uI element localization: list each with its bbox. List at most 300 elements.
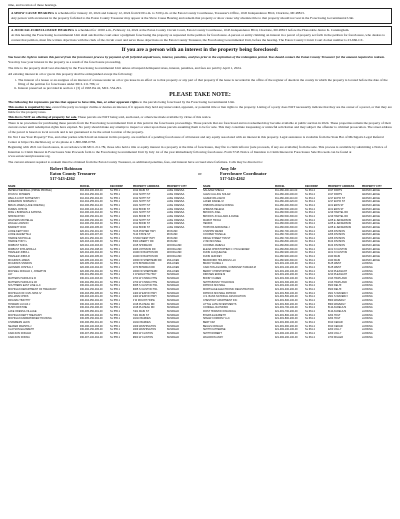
table-cell: 2200 JOLLY [327,331,342,335]
table-cell: SL 555.1 [110,196,120,200]
table-cell: BRADFORD HOLDINGS LLC [203,258,237,262]
table-cell: GRAND LEDGE [361,203,380,207]
table-cell: 011-480-600-300-00 [274,225,298,229]
table-cell: GRAND LEDGE [361,222,380,226]
table-cell: U.S. BANK NATIONAL ASSOCIATION [203,295,246,299]
table-cell: 011-480-600-100-00 [274,218,298,222]
table-cell: DUNN JACQUELINE [203,251,227,255]
table-cell: ROXAND [166,236,178,240]
table-cell: 5110 AURELIUS [327,306,347,310]
table-cell: 6065 S CLINTON TRL [132,284,158,288]
table-cell: 021-481-300-100-00 [274,277,298,281]
table-cell: SL 661.2 [305,328,315,332]
table-cell: BERRY CHRISTOPHER [203,269,231,273]
table-cell: 5800 WAVERLY [327,302,346,306]
table-cell: 010-004-255-001-00 [79,200,103,204]
table-cell: 3600 DELHI [327,284,342,288]
table-cell: LANSING [361,298,373,302]
table-cell: 1219 HARTEL RD [327,214,349,218]
table-cell: WAGLE LAWSON [8,222,29,226]
table-cell: ROXAND [166,233,178,237]
table-cell: 011-480-800-100-00 [274,240,298,244]
table-cell: 021-482-100-100-00 [274,328,298,332]
table-cell: SL 661.2 [305,196,315,200]
table-cell: SPRINGSTON [8,214,25,218]
table-cell: DUNN JEFFREY [203,255,223,259]
list-header: NAME PARCEL DEC/RDSP PROPERTY ADDRESS PROPERTY CITY [8,185,197,190]
note-paragraph: The following list represents parties that appear to have title, lien, or other apparent rights to the parcels being foreclosed by the Foreclosing Governmental Unit. [8,99,236,104]
table-cell: 030-005-150-002-00 [79,317,103,321]
table-cell: 1012 MAIN ST [132,189,150,193]
table-cell: 010-004-250-004-00 [79,196,103,200]
table-cell: BYERS ELIZABETH [203,313,226,317]
table-cell: GRAND LEDGE [361,192,380,196]
table-cell: 4210 PLEASANT [327,273,348,277]
table-cell: 011-480-500-200-00 [274,211,298,215]
table-cell: SL 661.2 [305,317,315,321]
title-vest-paragraph: The title to the property shall vest absolutely in the Foreclosing Governmental Unit unless all unpaid delinquent taxes, interest, penalties, and fees are paid by April 1, 2024. [8,66,242,71]
table-cell: GRAND LEDGE [361,200,380,204]
table-cell: 011-480-800-300-00 [274,247,298,251]
table-cell: WOODLAND [166,251,182,255]
table-cell: LANSING [361,306,373,310]
table-cell: SL 555.1 [110,277,120,281]
table-cell: 10400 W BARTON RD [132,251,159,255]
table-cell: 021-481-600-200-00 [274,302,298,306]
table-cell: 030-004-100-003-00 [79,302,103,306]
table-cell: SL 661.2 [305,207,315,211]
table-cell: SL 661.2 [305,306,315,310]
table-cell: 0 CHARLOTTE HWY [132,273,157,277]
table-cell: GRAND LEDGE [361,244,380,248]
table-cell: MICHAEL DONALD J, JOSEPH M [8,269,47,273]
table-cell: SL 555.1 [110,229,120,233]
table-cell: 1206 DIVISION [327,233,345,237]
table-cell: 021-481-300-200-00 [274,280,298,284]
table-cell: BROOKS JOEL [203,211,221,215]
table-cell: 1219 HARTEL RD [327,211,349,215]
list-header: NAME PARCEL DEC/RDSP PROPERTY ADDRESS PROPERTY CITY [203,185,392,190]
table-cell: 030-005-050-001-00 [79,309,103,313]
table-cell: SOUTHERN EAST LINE LLC [8,284,41,288]
table-cell: BRIAN JAMES (LAKE ODESSA) [8,203,45,207]
table-cell: MIDBUST RITA APRILLA [8,247,37,251]
judicial-note: At this hearing the Foreclosing Governmental Unit shall ask that the court enter a judgment foreclosing the property as requested in the petition for foreclosure. A person or entity claiming an interest in a parcel of property set forth in the petition for foreclosure, who desires to contest that petition, must file written objections with the clerk of the circuit court and serve those objections on the Eaton County Treasurer, the Foreclosing Governmental Unit, before the hearing. The Eaton County Circuit Court docket number is 23-666-CZ. [11,33,385,42]
table-cell: SL 555.1 [110,203,120,207]
note-paragraph: There is no procedure for purchasing these parcels from the Foreclosing Governmental Unit at this point in the foreclosure proceedings. Those parcels that are foreclosed and not redeemed may become available at public auction in 2024. These properties remain the property of their current owner until redemption rights have expired. No party should make any attempt to inspect or enter upon these parcels assuming them to be for sale. This may constitute trespassing or unlawful solicitation and may subject the offender to criminal prosecution. The street address of the parcel is based on local records and is not guaranteed to be the actual location of the property. [8,121,392,134]
table-cell: 1700 MILLER [327,335,344,339]
table-cell: SL 661.2 [305,189,315,193]
table-cell: 030-005-100-004-00 [79,313,103,317]
table-cell: MATTERS HAROLD E JR [8,280,37,284]
table-cell: SL 661.2 [305,233,315,237]
table-cell: 6104 DIVISION [327,244,345,248]
table-cell: 030-003-100-001-00 [79,295,103,299]
table-cell: 1313 HIGHLAND [327,277,347,281]
table-cell: SL 661.2 [305,222,315,226]
note-paragraph: Do Not I use Your Property? You, and other parties which hold an interest in this property, are notified of a pending foreclosure of all interest and any equity associated with an interest in this property. Legal assistance is available from the State Bar of Michigan's Legal Referral Center at https://lrs.michbar.org or via phone at 1-800-968-0738. [8,135,384,144]
table-cell: MIKE L BORMAN & KATRINA [8,211,42,215]
table-cell: 011-480-500-100-00 [274,207,298,211]
table-cell: LANSING [361,313,373,317]
table-cell: SUNFIELD [166,295,180,299]
table-cell: GRAND LEDGE [361,189,380,193]
table-cell: 021-481-700-100-00 [274,306,298,310]
table-cell: SL 661.2 [305,225,315,229]
table-cell: 5125 WEST [327,266,342,270]
parties-lists [8,185,392,340]
table-cell: MULLIKEN [166,266,180,270]
table-cell: 7401 MAIN ST [132,313,150,317]
table-cell: 1700 W CHARLOTTE [132,280,158,284]
table-cell: LAKE ODESSA [166,225,185,229]
table-cell: SL 555.1 [110,335,120,339]
table-cell: SUNFIELD [166,302,180,306]
table-cell: SL 555.1 [110,288,120,292]
table-cell: SUNFIELD [166,335,180,339]
table-cell: SL 661.2 [305,262,315,266]
table-cell: 030-002-050-001-00 [79,280,103,284]
table-cell: SL 555.1 [110,266,120,270]
oil-gas-paragraph: All existing interest in oil or gas in this property shall be extinguished except the following: [8,71,133,76]
table-cell: LANSING [361,284,373,288]
table-cell: 1012 SIXTH ST [132,218,151,222]
note-paragraph: Beginning with 2021 tax foreclosures, in accordance with MCL 211.78t, those who held a title or equity interest in a property at the time of foreclosure, may file to claim leftover (sale proceeds, if any are available) from the sale. This process is available by submitting a Notice of Intention to Claim Interest in Foreclosure Sale Proceeds form to the Foreclosing Governmental Unit by July 1st of the year immediately following foreclosure. Form 5743 Notice of Intention to Claim Interest in Foreclosure Sale Proceeds can be found at www.eatoncountytreasurer.org. [8,145,387,158]
table-cell: SL 555.1 [110,320,120,324]
table-cell: 011-480-800-200-00 [274,244,298,248]
table-cell: 011-480-900-100-00 [274,251,298,255]
table-cell: 5800 WAVERLY [327,298,346,302]
table-cell: GRAND LEDGE [361,240,380,244]
table-cell: LANSING [361,320,373,324]
table-cell: 1040 MAIN [327,258,341,262]
contact-treasurer: Robert Robinson Eaton County Treasurer 517-543-4262 [50,165,96,182]
table-cell: GRAND LEDGE [361,255,380,259]
table-cell: SUNFIELD [166,306,180,310]
table-cell: LITTLE LATE INVESTMENTS [203,302,237,306]
table-cell: 020-001-150-001-00 [79,229,103,233]
table-cell: SUNFIELD [166,280,180,284]
table-cell: SL 661.2 [305,211,315,215]
table-cell: MORTGAGE ELECTRONIC REGISTRATION [203,288,254,292]
table-cell: 9800 W CLINTON [132,335,153,339]
table-cell: LANSING [361,302,373,306]
table-cell: LAKE ODESSA [166,203,185,207]
table-cell: SL 555.1 [110,317,120,321]
table-cell: 030-004-050-002-00 [79,298,103,302]
table-cell: LAKE ODESSA [166,200,185,204]
table-cell: 5110 AURELIUS [327,309,347,313]
table-cell: MCGINNIS SHARON [8,262,32,266]
table-cell: 5300 LIBERTY RD [132,240,154,244]
table-cell: 1400 W EATON HWY [132,291,157,295]
table-cell: 010-006-150-003-00 [79,222,103,226]
table-cell: LANSING [361,262,373,266]
table-cell: 010-006-050-012-00 [79,203,103,207]
table-cell: SL 555.1 [110,284,120,288]
table-cell: LOWE KEITH RAY [8,229,30,233]
table-cell: SL 661.2 [305,324,315,328]
show-cause-box [8,8,392,23]
judicial-box [8,26,392,46]
table-cell: SL 555.1 [110,244,120,248]
table-cell: SL 661.2 [305,331,315,335]
table-cell: CHAPPIN WENDI [203,229,224,233]
table-cell: ROXAND [166,240,178,244]
table-cell: SL 661.2 [305,320,315,324]
table-cell: SEAKER MARSHA J [8,324,32,328]
table-cell: GAZER WILLIAM R [203,196,226,200]
show-cause-text: is scheduled for January 10, 2024 and January 12, 2024 from 9:00 a.m. to 3:00 p.m. at the Eaton County Courthouse, Treasurer's Office, 1045 Independence Blvd, Charlotte, MI 48813. [54,10,305,15]
table-cell: BEGGS DONALD [203,324,224,328]
table-cell: DIRKSEN EDDIE M [203,273,226,277]
table-cell: LAKE ODESSA [166,207,185,211]
table-cell: 1400 W EATON HWY [132,295,157,299]
table-cell: 011-480-400-210-00 [274,196,298,200]
table-cell: SL 661.2 [305,335,315,339]
table-cell: 011-480-400-220-00 [274,200,298,204]
table-cell: SALAZAR SHEILA [203,189,224,193]
table-cell: SL 555.1 [110,200,120,204]
table-cell: 1217 ECHO ST [327,196,346,200]
redeem-paragraph: You have the right to redeem this parcel from the foreclosure process by payment of all forfeited unpaid taxes, interest, penalties, and fees prior to the expiration of the redemption period. You should contact the Eaton County Treasurer for the amount required to redeem. [8,54,385,59]
table-cell: 011-480-400-200-00 [274,192,298,196]
show-cause-lead: A SHOW CAUSE HEARING [11,10,54,15]
table-cell: SL 555.1 [110,225,120,229]
table-cell: MIDBUST SOFIA [8,244,28,248]
table-cell: SL 555.1 [110,222,120,226]
table-cell: SL 555.1 [110,255,120,259]
table-cell: CARLSON DONNA [8,335,30,339]
table-cell: 1206 DIVISION [327,236,345,240]
table-cell: SL 661.2 [305,218,315,222]
table-cell: 7110 STATE ST [132,233,151,237]
please-take-note-heading: PLEASE TAKE NOTE: [169,91,231,98]
table-cell: BROOKS JO ELLAND & DIANE [203,214,239,218]
table-cell: 021-481-900-200-00 [274,324,298,328]
table-cell: LANSING [361,331,373,335]
table-cell: PATRICK MICHAEL PATRICK [203,291,237,295]
table-cell: HARDIE TONY L [8,240,28,244]
table-cell: SL 555.1 [110,306,120,310]
table-cell: 7106 PORTER HWY [132,229,156,233]
table-cell: SL 661.2 [305,309,315,313]
table-cell: 010-004-200-003-00 [79,189,103,193]
table-cell: MCGINNIS JAMES [8,258,30,262]
parties-list-right [203,185,392,340]
table-cell: MARCH TRICIA [203,218,222,222]
table-cell: LANSING [361,317,373,321]
table-cell: 4210 PLEASANT [327,269,348,273]
table-cell: SL 661.2 [305,302,315,306]
table-cell: 1225 E JEFFERSON [327,222,352,226]
table-cell: 1017 PARTS [327,189,343,193]
show-cause-note: Any person with an interest in the property forfeited to the Eaton County Treasurer may appear at the Show Cause Hearing and redeem that property or show cause why absolute title to that property should not vest in the Foreclosing Governmental Unit. [11,15,355,20]
table-cell: 3600 DELHI [327,288,342,292]
table-cell: ANDERSON NORMAN C [8,200,37,204]
table-cell: 030-001-100-003-00 [79,277,103,281]
note-paragraph: This notice is required by law, even if the party no longer claims or desires an interest, if it appears they hold any unrecorded, apparent, or potential title or lien rights to the property. Listing of a party does NOT necessarily indicate that they are the owner of a parcel, or that they are liable for the property taxes. [8,105,392,114]
table-cell: SMITH-BONNY HOLDINGS [203,280,235,284]
table-cell: GRAND LEDGE [361,207,380,211]
judicial-text: is scheduled for 10:00 a.m., February 14, 2024 at the Eaton County Circuit Court, Eaton County Courthouse, 1045 Independence Blvd, Charlotte, MI 48813 before the Honorable Janice K. Cunningham. [74,28,350,33]
table-cell: 010-006-100-016-00 [79,211,103,215]
table-cell: HENRIK [203,222,213,226]
table-cell: WILLIAMS CHRIS [8,295,29,299]
table-cell: 10400 W BARTON RD [132,255,159,259]
table-cell: LYNN MICHAEL [203,240,222,244]
table-cell: 020-006-150-002-00 [79,269,103,273]
table-cell: SMITH ROBERT [203,331,222,335]
table-cell: SL 555.1 [110,324,120,328]
table-cell: 021-481-200-200-00 [274,273,298,277]
table-cell: 1009 WASHINGTON [132,328,157,332]
table-cell: 010-006-150-001-00 [79,214,103,218]
table-cell: 021-481-500-200-00 [274,295,298,299]
table-cell: 1021 SIXTH ST [132,203,151,207]
table-cell: SUNFIELD [166,320,180,324]
table-cell: LANSING [361,328,373,332]
table-cell: SL 555.1 [110,280,120,284]
exception-item: i. The interest of a lessee or an assignee of an interest of a lessee under an oil or gas lease in an effect as to that property or any part of that property if the lease is recorded in the office of the register of deeds in the county in which the property is located before the date of the filing of the petition for foreclosure under MCL 211.78h; or [18,78,392,86]
table-cell: 2006 JOHNSON RD [132,247,156,251]
table-cell: 1070 BOWMAN RD [132,262,155,266]
table-cell: LAKER DANIEL M [203,200,224,204]
table-cell: CARLSON DONALD [8,331,32,335]
table-cell: 020-004-100-003-00 [79,244,103,248]
table-cell: 10600 W SHEPHERD RD [132,258,162,262]
table-cell: TRESLER JOBIA R [8,255,30,259]
table-cell: SL 661.2 [305,192,315,196]
table-cell: 1601 S WAVERLY [327,295,349,299]
table-cell: SL 661.2 [305,277,315,281]
table-cell: GRAND LEDGE [361,218,380,222]
table-cell: LANSING [361,324,373,328]
table-cell: 021-481-500-100-00 [274,291,298,295]
table-cell: SL 661.2 [305,288,315,292]
table-cell: SUNFIELD [166,328,180,332]
table-cell: 021-481-600-100-00 [274,298,298,302]
table-cell: 1012 BOND ST [132,222,151,226]
table-cell: 1206 DIVISION [327,229,345,233]
table-cell: MATTERS HAROLD E III [8,277,37,281]
table-cell: 020-005-100-002-00 [79,258,103,262]
table-cell: SL 555.1 [110,207,120,211]
table-cell: 021-482-100-200-00 [274,331,298,335]
table-cell: MULLIKEN [166,262,180,266]
table-cell: LANSING [361,288,373,292]
table-cell: 1101 N CLINTON [327,251,348,255]
table-cell: GRAND LEDGE [361,236,380,240]
table-cell: 3910 CEDAR [327,320,343,324]
table-cell: 010-006-200-005-00 [79,225,103,229]
table-cell: 021-481-100-200-00 [274,266,298,270]
table-cell: SUNFIELD [166,284,180,288]
table-cell: ZEPEDA WENDELL (PRIME PROBLE) [8,189,52,193]
table-cell: 020-001-200-007-00 [79,233,103,237]
table-cell: SL 555.1 [110,236,120,240]
table-cell: 030-002-100-002-00 [79,284,103,288]
table-cell: 1225 E JEFFERSON [327,225,352,229]
table-cell: SUNFIELD [166,298,180,302]
table-cell: JAY [8,273,13,277]
table-cell: 020-005-150-003-00 [79,262,103,266]
table-cell: 021-481-400-200-00 [274,288,298,292]
table-cell: 1021 SIXTH ST [132,211,151,215]
contact-or: or [198,170,202,176]
table-cell: LANSING [361,273,373,277]
table-cell: GRAND LEDGE [361,233,380,237]
table-cell: GRAND LEDGE [361,251,380,255]
table-cell: 5125 WEST [327,262,342,266]
table-cell: ELENA CHRISTOPHER C / HUGUENIER [203,247,250,251]
table-cell: 2200 JOLLY [327,328,342,332]
table-cell: FRIANZA TIMOTHY [8,298,31,302]
table-cell: SL 661.2 [305,255,315,259]
table-cell: SL 555.1 [110,214,120,218]
table-cell: LAKE ODESSA [166,196,185,200]
table-cell: MICHIGAN DEPT TREASURY [8,313,43,317]
interest-heading: If you are a person with an interest in the property being foreclosed: [121,47,279,54]
table-cell: SMITH KATHERINE [203,328,226,332]
table-cell: 1012 BOND ST [132,225,151,229]
table-cell: SL 661.2 [305,313,315,317]
table-cell: 010-004-250-002-00 [79,192,103,196]
table-cell: LANSING [361,277,373,281]
table-cell: 1700 W CHARLOTTE [132,277,158,281]
table-cell: WALDRON ANDY [203,335,224,339]
table-cell: LAKE ODESSA [166,189,185,193]
table-cell: WELLS LOCH SCHNETZKY [8,196,40,200]
table-cell: WOODLAND [166,247,182,251]
table-cell: OSBORN ADAM & DONNA [203,203,234,207]
table-cell: 1012 SIXTH ST [132,196,151,200]
table-cell: SUNFIELD [166,291,180,295]
table-cell: 1313 HIGHLAND [327,280,347,284]
table-cell: 1018 PLATEAU RD [132,306,155,310]
table-cell: 011-480-400-110-00 [274,189,298,193]
table-cell: SL 661.2 [305,247,315,251]
table-cell: 020-001-250-002-00 [79,236,103,240]
table-cell: MICHIGAN OF CIVIL MISS IV [8,291,42,295]
table-cell: LANSING [361,269,373,273]
table-cell: 011-480-700-200-00 [274,233,298,237]
table-cell: SL 555.1 [110,291,120,295]
table-cell: SUNFIELD [166,277,180,281]
table-cell: SL 661.2 [305,298,315,302]
table-cell: GRAND LEDGE [361,229,380,233]
table-cell: SL 661.2 [305,200,315,204]
table-cell: SUNFIELD [166,331,180,335]
table-cell: SL 661.2 [305,244,315,248]
table-cell: BRADY DANIEL J [203,262,224,266]
table-cell: LAKE ODESSA [166,222,185,226]
table-cell: SL 555.1 [110,328,120,332]
table-cell: SL 555.1 [110,302,120,306]
table-cell: SUNFIELD [166,324,180,328]
table-cell: 020-004-200-005-00 [79,255,103,259]
table-cell: 011-480-500-300-00 [274,214,298,218]
table-cell: LANSING [361,280,373,284]
table-cell: LAKE ODESSA [166,214,185,218]
table-cell: 1017 PARTS [327,192,343,196]
table-cell: 1040 MAIN [327,255,341,259]
table-cell: 011-480-400-300-00 [274,203,298,207]
table-cell: WALTERS MICHELLE [8,218,34,222]
table-cell: BONNY KAREN [203,277,222,281]
lose-interest-paragraph: You may lose your interest in the property as a result of the foreclosure proceeding. [8,60,122,65]
table-cell: SL 555.1 [110,218,120,222]
